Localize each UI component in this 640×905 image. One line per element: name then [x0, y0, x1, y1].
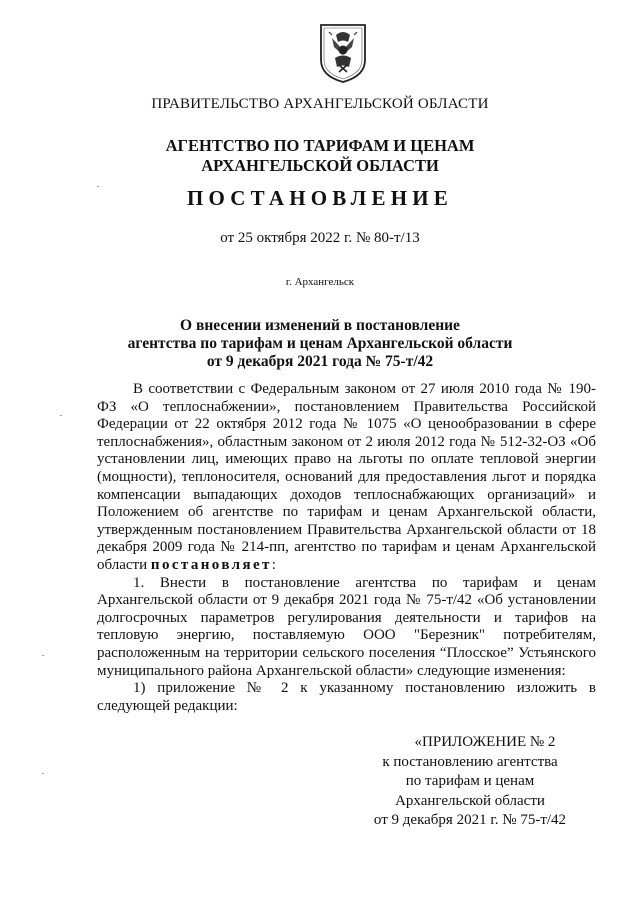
- agency-name-line: АГЕНТСТВО ПО ТАРИФАМ И ЦЕНАМ: [165, 136, 475, 155]
- appendix-line: по тарифам и ценам: [405, 773, 535, 789]
- agency-name-line: АРХАНГЕЛЬСКОЙ ОБЛАСТИ: [201, 156, 439, 175]
- scan-speck: [60, 415, 62, 416]
- subject-line: от 9 декабря 2021 года № 75-т/42: [206, 353, 434, 370]
- appendix-line: от 9 декабря 2021 г. № 75-т/42: [373, 812, 567, 828]
- government-name: ПРАВИТЕЛЬСТВО АРХАНГЕЛЬСКОЙ ОБЛАСТИ: [151, 96, 489, 112]
- subject-line: О внесении изменений в постановление: [180, 317, 460, 334]
- appendix-line: Архангельской области: [395, 792, 545, 809]
- appendix-line: к постановлению агентства: [382, 753, 558, 770]
- document-type-title: ПОСТАНОВЛЕНИЕ: [186, 186, 454, 210]
- scan-speck: [42, 655, 44, 656]
- coat-of-arms-emblem: [318, 20, 368, 84]
- document-body: [97, 381, 596, 715]
- document-subject: [0, 317, 640, 371]
- document-city: г. Архангельск: [285, 276, 355, 288]
- body-paragraph-subitem-1: 1) приложение № 2 к указанному постановлению изложить в следующей редакции:: [97, 680, 596, 714]
- appendix-header: [340, 733, 600, 831]
- preamble-colon: :: [271, 556, 276, 573]
- appendix-title: «ПРИЛОЖЕНИЕ № 2: [414, 734, 556, 750]
- body-paragraph-preamble: [97, 381, 596, 575]
- subject-line: агентства по тарифам и ценам Архангельской области: [127, 335, 513, 352]
- body-paragraph-item-1: 1. Внести в постановление агентства по тарифам и ценам Архангельской области от 9 декабря 2021 года № 75-т/42 «Об установлении долгосрочных параметров регулирования деятельности и тарифов на тепловую энергию, поставляемую ООО "Березник" потребителям, расположенным на территории сельского поселения “Плосское” Устьянского муниципального района Архангельской области» следующие изменения:: [97, 574, 596, 679]
- decree-word: постановляет: [150, 556, 272, 573]
- scan-speck: [42, 773, 44, 774]
- scan-speck: [97, 186, 99, 187]
- agency-name: [0, 136, 640, 176]
- document-date-number: от 25 октября 2022 г. № 80-т/13: [220, 230, 420, 246]
- preamble-text: В соответствии с Федеральным законом от 27 июля 2010 года № 190-ФЗ «О теплоснабжении», постановлением Правительства Российской Федерации от 22 октября 2012 года № 1075 «О ценообразовании в сфере теплоснабжения», областным законом от 2 июля 2012 года № 512-32-ОЗ «Об установлении лиц, имеющих право на льготы по оплате тепловой энергии (мощности), теплоносителя, оснований для предоставления льгот и порядка компенсации выпадающих доходов теплоснабжающих организаций» и Положением об агентстве по тарифам и ценам Архангельской области, утвержденным постановлением Правительства Архангельской области от 18 декабря 2009 года № 214-пп, агентство по тарифам и ценам Архангельской области: [97, 381, 596, 573]
